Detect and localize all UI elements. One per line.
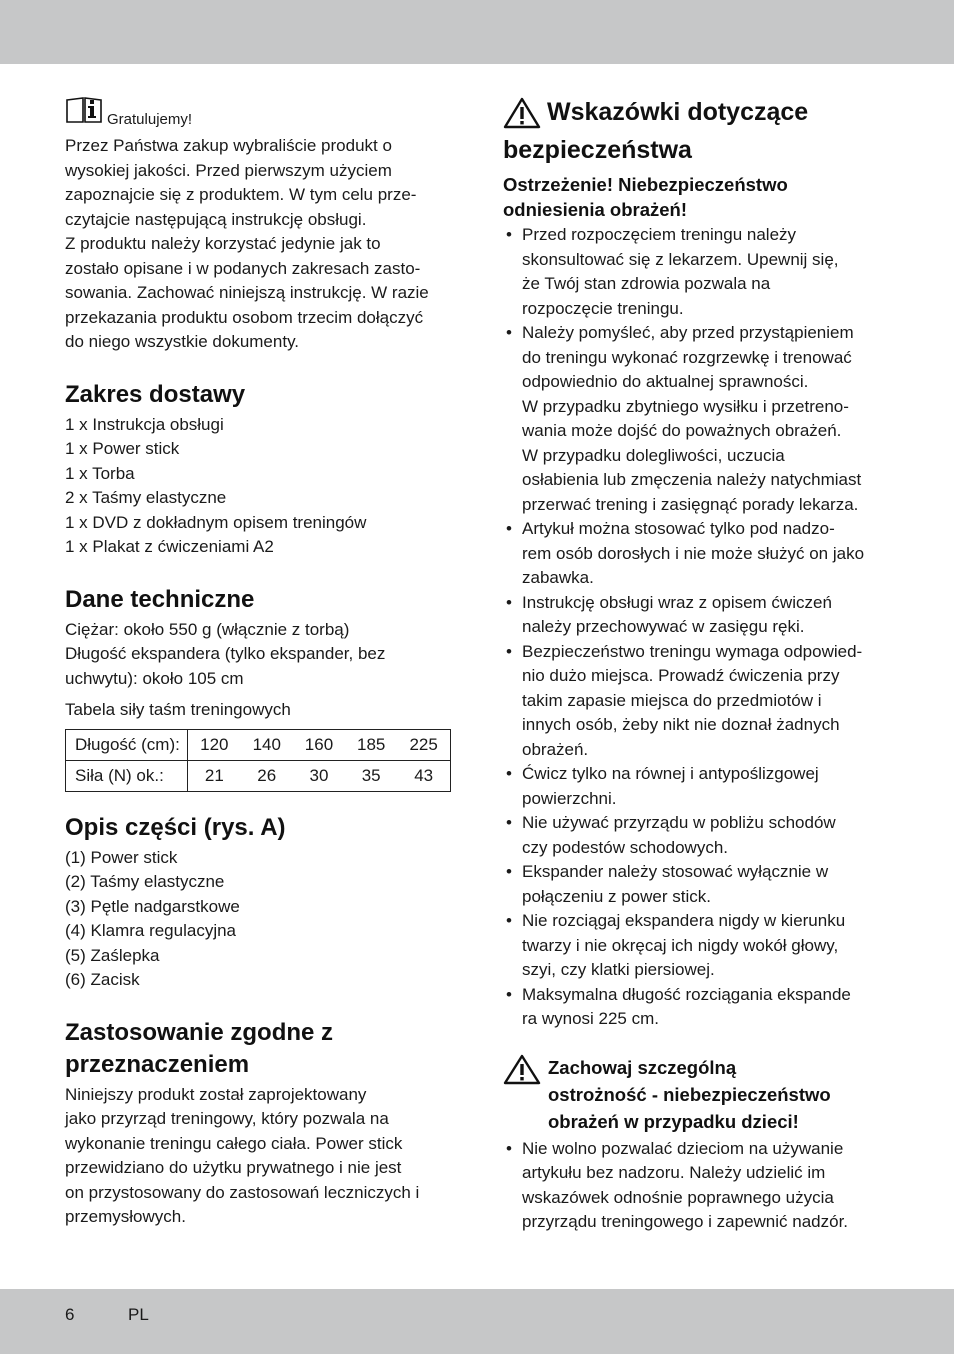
- heading-line: Zachowaj szczególną: [548, 1056, 737, 1078]
- text-line: • Nie używać przyrządu w pobliżu schodów: [522, 813, 836, 832]
- safety-heading-block: [503, 96, 895, 135]
- text-line: • Przed rozpoczęciem treningu należy: [522, 225, 797, 244]
- text-line: powierzchni.: [522, 788, 617, 808]
- table-caption: Tabela siły taśm treningowych: [65, 700, 291, 719]
- text-line: połączeniu z power stick.: [522, 886, 711, 906]
- list-item: [503, 640, 895, 763]
- text-line: przekazania produktu osobom trzecim dołączyć: [65, 307, 424, 327]
- list-item: (4) Klamra regulacyjna: [65, 921, 237, 940]
- page-number: 6: [65, 1305, 75, 1324]
- table-cell: Długość (cm):: [66, 729, 188, 760]
- text-line: należy przechowywać w zasięgu ręki.: [522, 617, 805, 636]
- list-item: [503, 909, 895, 983]
- text-line: uchwytu): około 105 cm: [65, 668, 244, 688]
- text-line: nio dużo miejsca. Prowadź ćwiczenia przy: [522, 666, 840, 685]
- list-item: 1 x DVD z dokładnym opisem treningów: [65, 512, 367, 532]
- text-line: • Bezpieczeństwo treningu wymaga odpowied-: [522, 641, 863, 661]
- table-cell: 30: [309, 765, 329, 785]
- delivery-list: [65, 413, 457, 560]
- table-cell: 185: [345, 729, 397, 760]
- heading-line: bezpieczeństwa: [503, 136, 692, 164]
- text-line: W przypadku dolegliwości, uczucia: [522, 445, 785, 465]
- heading-line: odniesienia obrażeń!: [503, 199, 688, 220]
- heading-line: przeznaczeniem: [65, 1050, 250, 1078]
- table-cell: 120: [188, 729, 241, 760]
- text-line: wskazówek odnośnie poprawnego użycia: [522, 1187, 834, 1207]
- text-line: czytajcie następującą instrukcję obsługi.: [65, 209, 367, 229]
- table-row: [66, 760, 451, 791]
- children-heading: [548, 1054, 831, 1135]
- intro-title: Gratulujemy!: [107, 111, 193, 128]
- info-book-icon: [65, 96, 103, 130]
- list-item: 1 x Torba: [65, 463, 135, 483]
- list-item: [503, 1137, 895, 1235]
- text-line: przerwać trening i zasięgnąć porady lekarza.: [522, 494, 859, 514]
- list-item: [503, 591, 895, 640]
- text-line: czy podestów schodowych.: [522, 837, 728, 857]
- text-line: • Maksymalna długość rozciągania ekspande: [522, 984, 851, 1004]
- text-line: • Ekspander należy stosować wyłącznie w: [522, 862, 829, 881]
- text-line: zostało opisane i w podanych zakresach zasto-: [65, 258, 421, 278]
- heading-line: ostrożność - niebezpieczeństwo: [548, 1083, 831, 1105]
- text-line: jako przyrząd treningowy, który pozwala na: [65, 1109, 389, 1128]
- list-item: [503, 811, 895, 860]
- text-line: rozpoczęcie treningu.: [522, 298, 684, 318]
- text-line: Z produktu należy korzystać jedynie jak to: [65, 234, 381, 253]
- text-line: rem osób dorosłych i nie może służyć on jako: [522, 543, 865, 563]
- list-item: [503, 983, 895, 1032]
- table-cell: 225: [397, 729, 450, 760]
- safety-heading-continued: [503, 134, 895, 166]
- text-line: skonsultować się z lekarzem. Upewnij się,: [522, 249, 839, 269]
- text-line: • Nie rozciągaj ekspandera nigdy w kierunku: [522, 911, 846, 930]
- right-column: [503, 96, 895, 1235]
- text-line: artykułu bez nadzoru. Należy udzielić im: [522, 1163, 826, 1182]
- text-line: sowania. Zachować niniejszą instrukcję. W razie: [65, 283, 429, 302]
- table-cell: 26: [257, 765, 277, 785]
- intro-heading: [65, 96, 457, 130]
- text-line: przemysłowych.: [65, 1207, 186, 1226]
- heading-line: Zastosowanie zgodne z: [65, 1018, 334, 1046]
- text-line: twarzy i nie okręcaj ich nigdy wokół głowy,: [522, 935, 839, 955]
- text-line: • Ćwicz tylko na równej i antypoślizgowej: [522, 764, 819, 783]
- text-line: Długość ekspandera (tylko ekspander, bez: [65, 644, 386, 663]
- text-line: do niego wszystkie dokumenty.: [65, 332, 300, 351]
- list-item: [503, 860, 895, 909]
- heading-line: Wskazówki dotyczące: [547, 98, 809, 126]
- list-item: (1) Power stick: [65, 847, 178, 867]
- language-code: PL: [128, 1305, 149, 1324]
- text-line: wysokiej jakości. Przed pierwszym użyciem: [65, 160, 392, 180]
- table-cell: 21: [204, 765, 224, 785]
- text-line: • Instrukcję obsługi wraz z opisem ćwiczeń: [522, 592, 832, 612]
- delivery-heading: Zakres dostawy: [65, 380, 246, 408]
- force-table: [65, 729, 451, 792]
- parts-heading: Opis części (rys. A): [65, 813, 286, 841]
- heading-line: Ostrzeżenie! Niebezpieczeństwo: [503, 174, 788, 195]
- list-item: (5) Zaślepka: [65, 945, 160, 965]
- table-cell: Siła (N) ok.:: [66, 760, 188, 791]
- list-item: [503, 321, 895, 517]
- parts-list: [65, 846, 457, 993]
- text-line: • Należy pomyśleć, aby przed przystąpieniem: [522, 323, 854, 342]
- table-cell: 160: [293, 729, 345, 760]
- table-cell: 43: [414, 765, 434, 785]
- text-line: W przypadku zbytniego wysiłku i przetreno-: [522, 396, 849, 416]
- text-line: ra wynosi 225 cm.: [522, 1009, 659, 1028]
- text-line: przewidziano do użytku prywatnego i nie jest: [65, 1158, 402, 1177]
- text-line: takim zapasie miejsca do przedmiotów i: [522, 690, 822, 710]
- warning-triangle-icon: [503, 96, 541, 135]
- tech-text: [65, 618, 457, 692]
- text-line: innych osób, żeby nikt nie doznał żadnych: [522, 715, 840, 734]
- text-line: Przez Państwa zakup wybraliście produkt o: [65, 136, 392, 155]
- warning-triangle-icon: [503, 1054, 541, 1091]
- left-column: [65, 96, 457, 1230]
- table-cell: 35: [361, 765, 381, 785]
- list-item: 1 x Power stick: [65, 439, 180, 458]
- tech-heading: Dane techniczne: [65, 585, 255, 613]
- list-item: 2 x Taśmy elastyczne: [65, 488, 227, 507]
- text-line: do treningu wykonać rozgrzewkę i trenować: [522, 347, 852, 367]
- heading-line: obrażeń w przypadku dzieci!: [548, 1110, 799, 1132]
- safety-heading: [547, 96, 808, 128]
- list-item: (2) Taśmy elastyczne: [65, 872, 225, 891]
- text-line: przyrządu treningowego i zapewnić nadzór.: [522, 1212, 849, 1231]
- header-band: [0, 0, 954, 64]
- safety-bullet-list: [503, 223, 895, 1032]
- text-line: wykonanie treningu całego ciała. Power stick: [65, 1133, 403, 1153]
- list-item: (3) Pętle nadgarstkowe: [65, 896, 240, 916]
- list-item: [503, 762, 895, 811]
- text-line: • Nie wolno pozwalać dzieciom na używanie: [522, 1138, 844, 1158]
- list-item: [503, 223, 895, 321]
- text-line: zabawka.: [522, 568, 594, 587]
- text-line: odpowiednio do aktualnej sprawności.: [522, 372, 809, 391]
- list-item: 1 x Plakat z ćwiczeniami A2: [65, 537, 274, 556]
- warning-heading: [503, 172, 895, 222]
- usage-text: [65, 1083, 457, 1230]
- table-row: [66, 729, 451, 760]
- children-heading-block: [503, 1054, 895, 1135]
- table-cell: 140: [241, 729, 293, 760]
- text-line: osłabienia lub zmęczenia należy natychmiast: [522, 470, 862, 489]
- text-line: zapoznajcie się z produktem. W tym celu prze-: [65, 185, 417, 204]
- children-bullet-list: [503, 1137, 895, 1235]
- text-line: szyi, czy klatki piersiowej.: [522, 960, 715, 979]
- text-line: wania może dojść do poważnych obrażeń.: [522, 421, 842, 440]
- text-line: Ciężar: około 550 g (włącznie z torbą): [65, 619, 350, 639]
- text-line: że Twój stan zdrowia pozwala na: [522, 274, 771, 293]
- list-item: 1 x Instrukcja obsługi: [65, 414, 224, 434]
- list-item: [503, 517, 895, 591]
- text-line: Niniejszy produkt został zaprojektowany: [65, 1084, 367, 1104]
- text-line: • Artykuł można stosować tylko pod nadzo-: [522, 519, 835, 538]
- intro-text: [65, 134, 457, 355]
- text-line: on przystosowany do zastosowań leczniczych i: [65, 1182, 420, 1202]
- text-line: obrażeń.: [522, 739, 589, 759]
- list-item: (6) Zacisk: [65, 970, 140, 989]
- usage-heading: [65, 1017, 457, 1081]
